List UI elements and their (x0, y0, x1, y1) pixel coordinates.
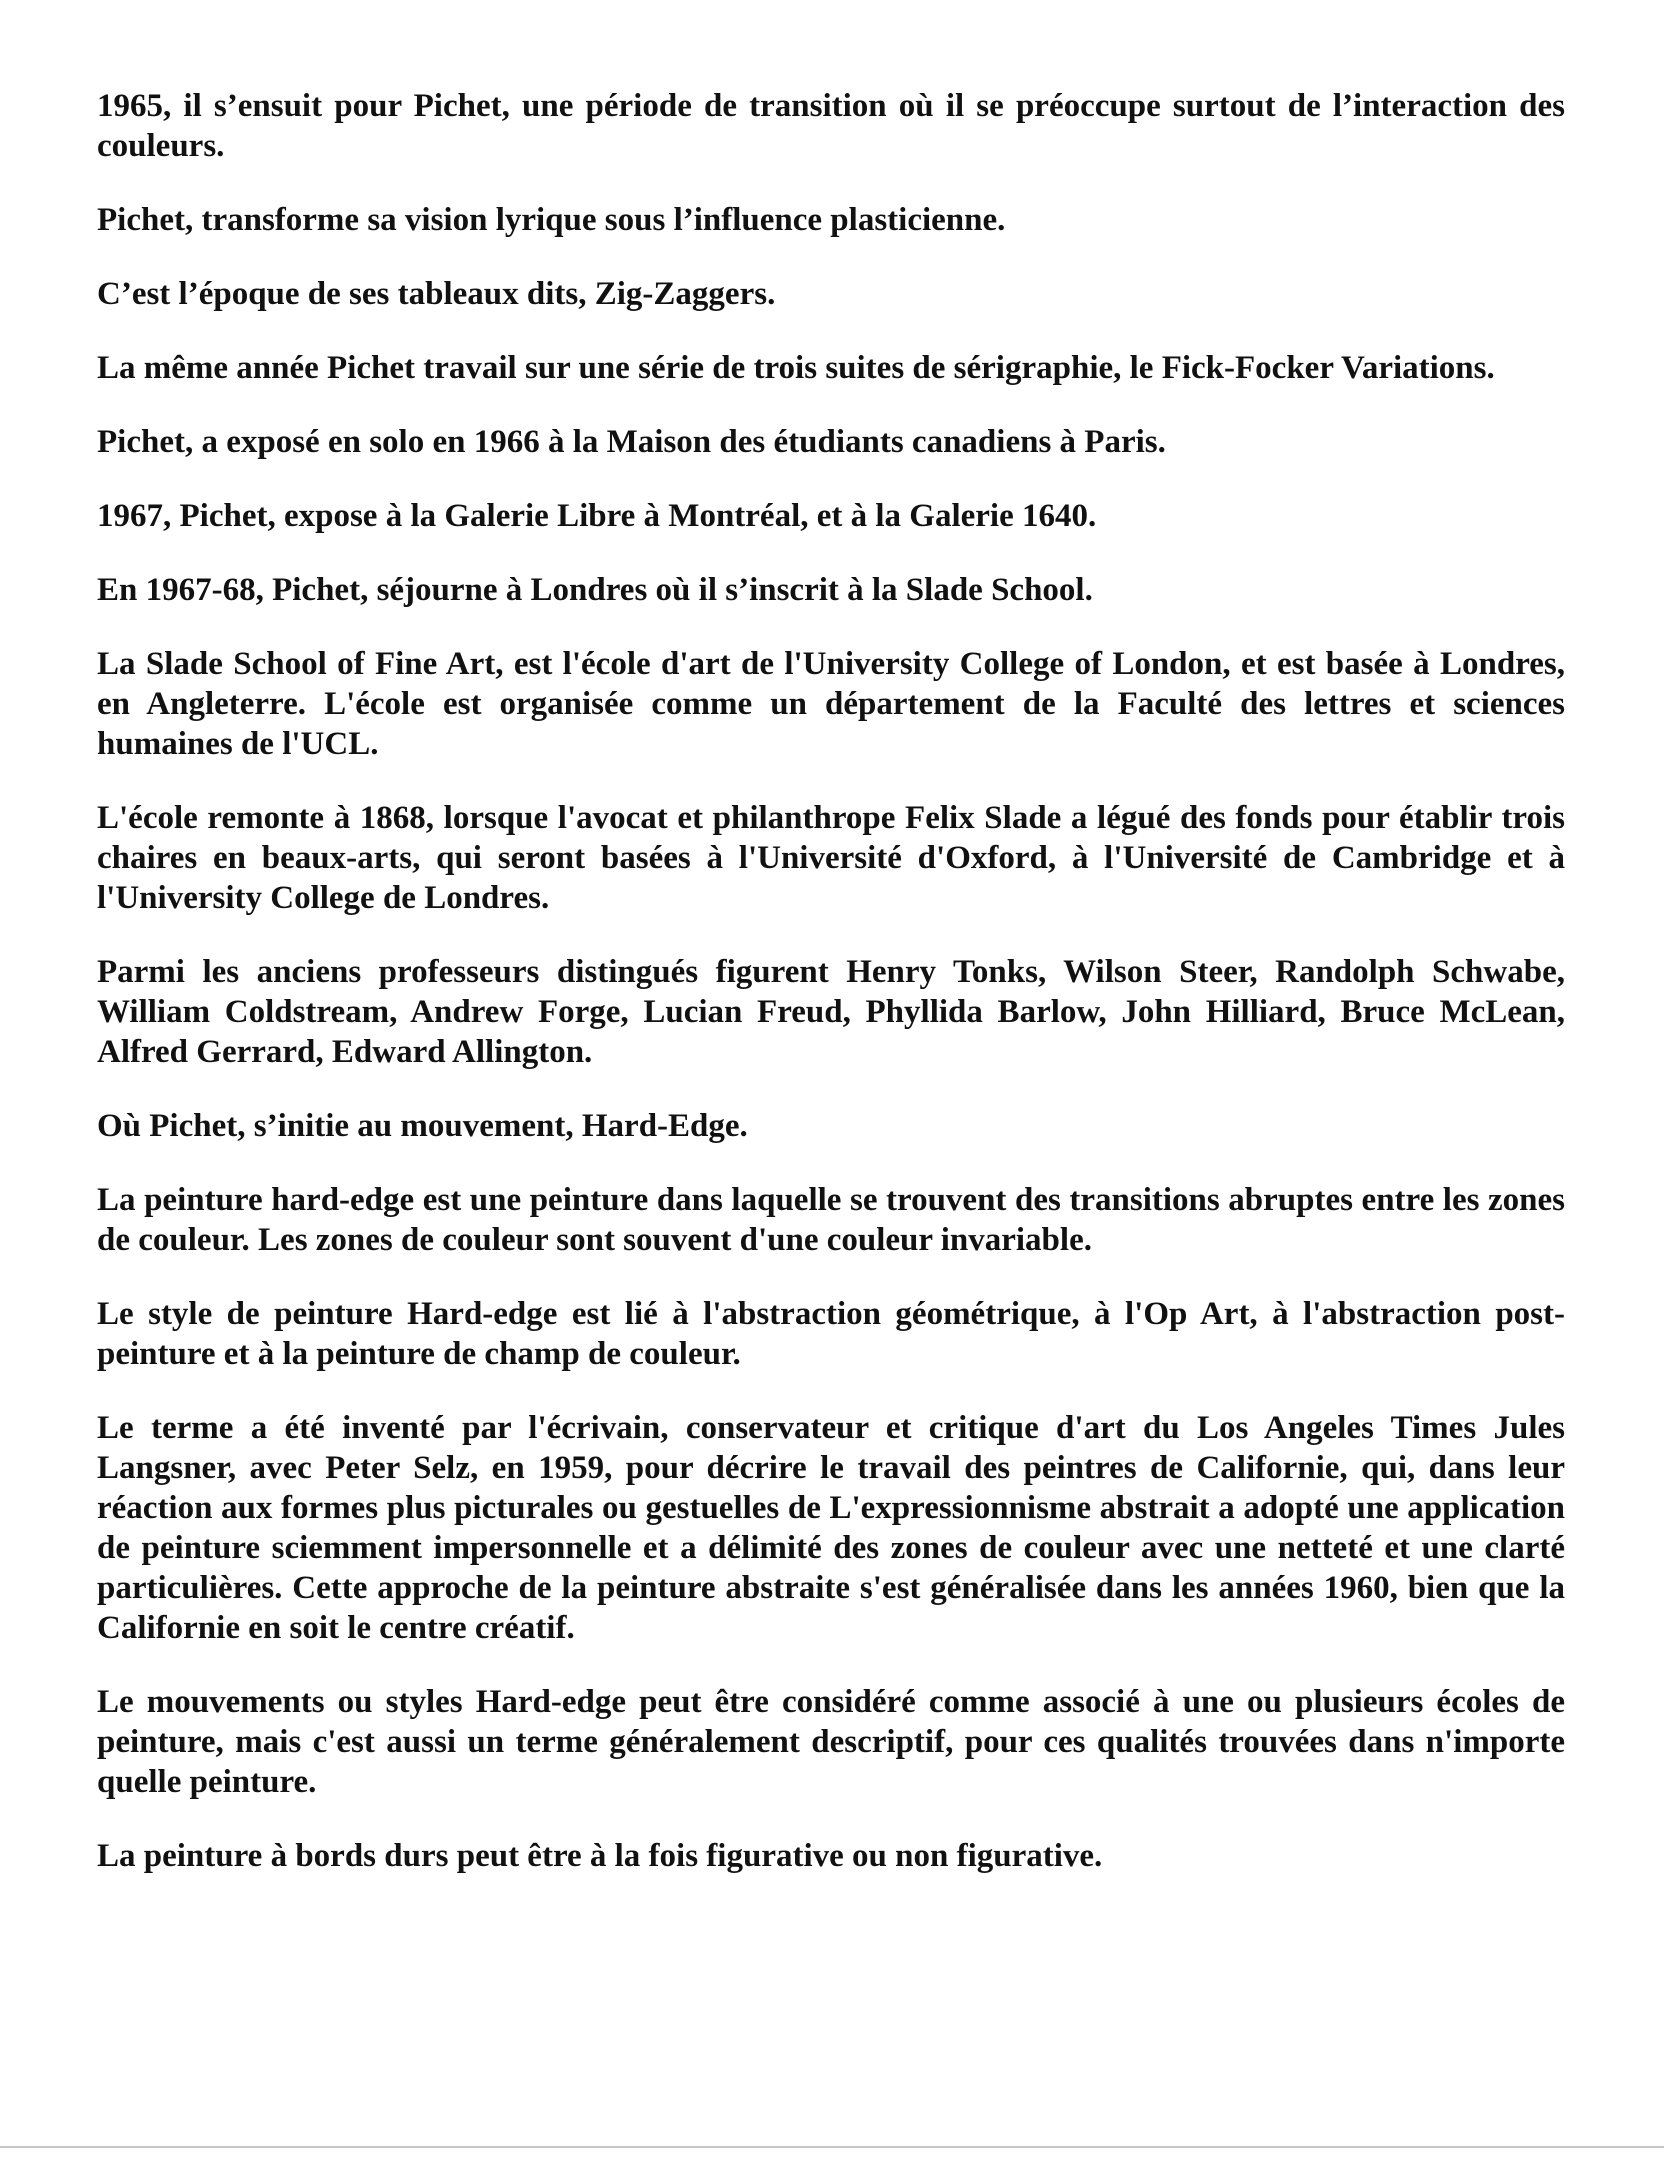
paragraph-8: La Slade School of Fine Art, est l'école d'art de l'University College of London, et est basée à Londres, en Angleterre. L'école est organisée comme un département de la Faculté des lettres et sciences humaines de l'UCL. (97, 646, 1565, 762)
paragraph-1: 1965, il s’ensuit pour Pichet, une période de transition où il se préoccupe surtout de l’interaction des couleurs. (97, 88, 1565, 164)
paragraph-15: Le mouvements ou styles Hard-edge peut être considéré comme associé à une ou plusieurs écoles de peinture, mais c'est aussi un terme généralement descriptif, pour ces qualités trouvées dans n'importe quelle peinture. (97, 1684, 1565, 1800)
paragraph-16: La peinture à bords durs peut être à la fois figurative ou non figurative. (97, 1838, 1103, 1874)
paragraph-9: L'école remonte à 1868, lorsque l'avocat et philanthrope Felix Slade a légué des fonds pour établir trois chaires en beaux-arts, qui seront basées à l'Université d'Oxford, à l'Université de Cambridge et à l'University College de Londres. (97, 800, 1565, 916)
paragraph-14: Le terme a été inventé par l'écrivain, conservateur et critique d'art du Los Angeles Times Jules Langsner, avec Peter Selz, en 1959, pour décrire le travail des peintres de Californie, qui, dans leur réaction aux formes plus picturales ou gestuelles de L'expressionnisme abstrait a adopté une application de peinture sciemment impersonnelle et a délimité des zones de couleur avec une netteté et une clarté particulières. Cette approche de la peinture abstraite s'est généralisée dans les années 1960, bien que la Californie en soit le centre créatif. (97, 1410, 1565, 1646)
paragraph-4: La même année Pichet travail sur une série de trois suites de sérigraphie, le Fick-Focker Variations. (97, 350, 1495, 386)
paragraph-11: Où Pichet, s’initie au mouvement, Hard-Edge. (97, 1108, 748, 1144)
paragraph-5: Pichet, a exposé en solo en 1966 à la Maison des étudiants canadiens à Paris. (97, 424, 1166, 460)
bottom-scan-edge (0, 2146, 1664, 2148)
paragraph-2: Pichet, transforme sa vision lyrique sous l’influence plasticienne. (97, 202, 1006, 238)
paragraph-13: Le style de peinture Hard-edge est lié à l'abstraction géométrique, à l'Op Art, à l'abstraction post-peinture et à la peinture de champ de couleur. (97, 1296, 1565, 1372)
paragraph-10: Parmi les anciens professeurs distingués figurent Henry Tonks, Wilson Steer, Randolph Schwabe, William Coldstream, Andrew Forge, Lucian Freud, Phyllida Barlow, John Hilliard, Bruce McLean, Alfred Gerrard, Edward Allington. (97, 954, 1565, 1070)
document-page (97, 86, 1565, 1910)
paragraph-6: 1967, Pichet, expose à la Galerie Libre à Montréal, et à la Galerie 1640. (97, 498, 1097, 534)
paragraph-12: La peinture hard-edge est une peinture dans laquelle se trouvent des transitions abruptes entre les zones de couleur. Les zones de couleur sont souvent d'une couleur invariable. (97, 1182, 1565, 1258)
paragraph-3: C’est l’époque de ses tableaux dits, Zig-Zaggers. (97, 276, 776, 312)
paragraph-7: En 1967-68, Pichet, séjourne à Londres où il s’inscrit à la Slade School. (97, 572, 1093, 608)
